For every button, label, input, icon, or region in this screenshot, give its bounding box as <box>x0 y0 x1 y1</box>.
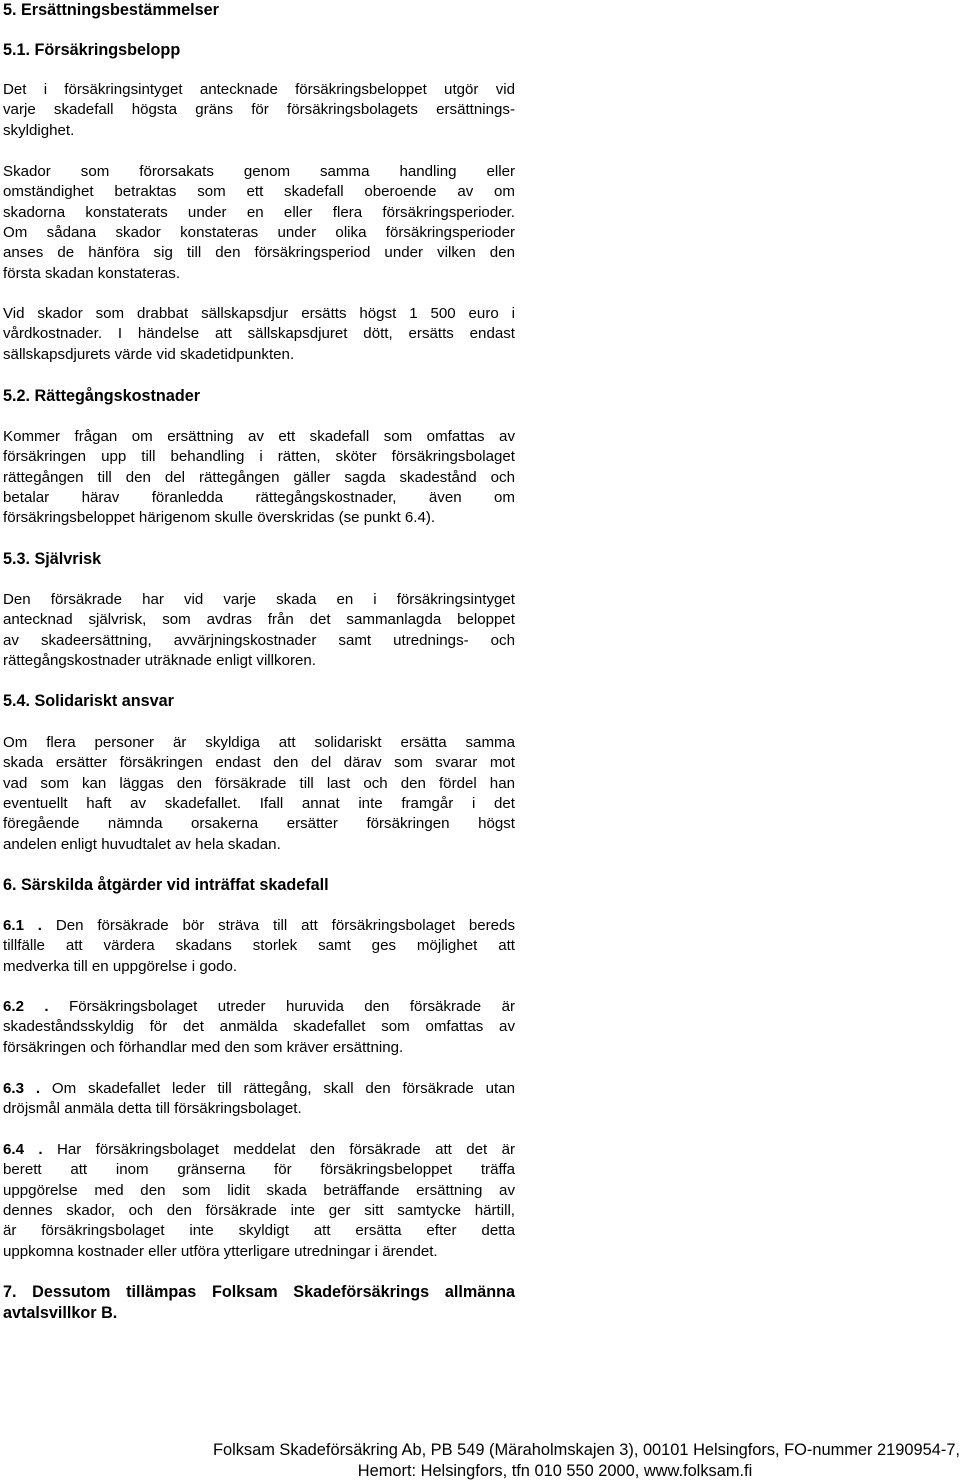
text-line: uppgörelse med den som lidit skada beträffande ersättning av <box>3 1181 515 1199</box>
paragraph-6-2 <box>3 997 515 1058</box>
paragraph-5-3 <box>3 590 515 671</box>
text-line: uppkomna kostnader eller utföra ytterligare utredningar i ärendet. <box>3 1242 438 1260</box>
text-line: föregående nämnda orsakerna ersätter försäkringen högst <box>3 815 515 833</box>
heading-section-5-2: 5.2. Rättegångskostnader <box>3 387 201 405</box>
text-line <box>3 1079 515 1099</box>
text-line: Vid skador som drabbat sällskapsdjur ersätts högst 1 500 euro i <box>3 305 515 322</box>
text-line: anses de hänföra sig till den försäkringsperiod under vilken den <box>3 244 515 262</box>
paragraph-5-2 <box>3 427 515 529</box>
item-text: Den försäkrade bör sträva till att försäkringsbolaget bereds <box>42 917 515 934</box>
text-line: betalar härav föranledda rättegångskostnader, även om <box>3 489 515 507</box>
text-line: rättegången till den del rättegången gäller sagda skadestånd och <box>3 468 515 486</box>
heading-section-7-line-2: avtalsvillkor B. <box>3 1304 118 1322</box>
text-line: varje skadefall högsta gräns för försäkringsbolagets ersättnings- <box>3 101 515 119</box>
heading-section-5-4: 5.4. Solidariskt ansvar <box>3 692 174 710</box>
heading-section-6: 6. Särskilda åtgärder vid inträffat skadefall <box>3 876 329 894</box>
item-text: Har försäkringsbolaget meddelat den försäkrade att det är <box>42 1141 515 1158</box>
text-line: skyldighet. <box>3 121 75 139</box>
text-line: omständighet betraktas som ett skadefall oberoende av om <box>3 183 515 201</box>
text-line: sällskapsdjurets värde vid skadetidpunkten. <box>3 345 295 363</box>
text-line: är försäkringsbolaget inte skyldigt att ersätta efter detta <box>3 1222 515 1240</box>
text-line: andelen enligt huvudtalet av hela skadan. <box>3 835 281 853</box>
text-line <box>3 916 515 936</box>
text-line: Kommer frågan om ersättning av ett skadefall som omfattas av <box>3 428 515 445</box>
text-line: Den försäkrade har vid varje skada en i försäkringsintyget <box>3 591 515 608</box>
text-line: dröjsmål anmäla detta till försäkringsbolaget. <box>3 1100 302 1118</box>
paragraph-6-4 <box>3 1140 515 1262</box>
text-line: Om sådana skador konstateras under olika försäkringsperioder <box>3 224 515 242</box>
heading-section-7-line-1: 7. Dessutom tillämpas Folksam Skadeförsäkrings allmänna <box>3 1283 515 1301</box>
text-line: försäkringen upp till behandling i rätten, sköter försäkringsbolaget <box>3 448 515 466</box>
text-line: dennes skador, och den försäkrade inte ger sitt samtycke härtill, <box>3 1202 515 1220</box>
footer-company-address: Folksam Skadeförsäkring Ab, PB 549 (Märaholmskajen 3), 00101 Helsingfors, FO-nummer 2190954-7, <box>212 1441 960 1459</box>
paragraph-5-1-a <box>3 80 515 141</box>
text-line: skadeståndsskyldig för det anmälda skadefallet som omfattas av <box>3 1018 515 1036</box>
item-number: 6.2 . <box>3 998 49 1015</box>
text-line: av skadeersättning, avvärjningskostnader samt utrednings- och <box>3 631 515 649</box>
text-line <box>3 1140 515 1160</box>
text-line: Det i försäkringsintyget antecknade försäkringsbeloppet utgör vid <box>3 81 515 98</box>
footer-contact: Hemort: Helsingfors, tfn 010 550 2000, www.folksam.fi <box>357 1462 753 1480</box>
item-text: Försäkringsbolaget utreder huruvida den försäkrade är <box>48 998 515 1015</box>
heading-section-5-1: 5.1. Försäkringsbelopp <box>3 41 181 59</box>
paragraph-5-1-c <box>3 304 515 365</box>
text-line: tillfälle att värdera skadans storlek samt ges möjlighet att <box>3 937 515 955</box>
item-number: 6.1 . <box>3 917 42 934</box>
text-line: berett att inom gränserna för försäkringsbeloppet träffa <box>3 1161 515 1179</box>
text-line: rättegångskostnader uträknade enligt villkoren. <box>3 652 316 670</box>
text-line: vad som kan läggas den försäkrade till last och den fördel han <box>3 774 515 792</box>
paragraph-6-1 <box>3 916 515 977</box>
text-line: försäkringsbeloppet härigenom skulle överskridas (se punkt 6.4). <box>3 509 436 527</box>
text-line: eventuellt haft av skadefallet. Ifall annat inte framgår i det <box>3 795 515 813</box>
paragraph-5-1-b <box>3 162 515 284</box>
text-line: skada ersätter försäkringen endast den del därav som svarar mot <box>3 754 515 772</box>
text-line: Om flera personer är skyldiga att solidariskt ersätta samma <box>3 734 515 751</box>
text-line: Skador som förorsakats genom samma handling eller <box>3 163 515 180</box>
text-line: antecknad självrisk, som avdras från det sammanlagda beloppet <box>3 611 515 629</box>
item-text: Om skadefallet leder till rättegång, skall den försäkrade utan <box>40 1080 515 1097</box>
text-line: vårdkostnader. I händelse att sällskapsdjuret dött, ersätts endast <box>3 325 515 343</box>
text-line: försäkringen och förhandlar med den som kräver ersättning. <box>3 1038 404 1056</box>
heading-section-5: 5. Ersättningsbestämmelser <box>3 1 219 19</box>
item-number: 6.4 . <box>3 1141 43 1158</box>
heading-section-5-3: 5.3. Självrisk <box>3 550 102 568</box>
paragraph-5-4 <box>3 733 515 855</box>
item-number: 6.3 . <box>3 1080 41 1097</box>
text-line <box>3 997 515 1017</box>
text-line: första skadan konstateras. <box>3 264 181 282</box>
text-line: medverka till en uppgörelse i godo. <box>3 957 238 975</box>
text-line: skadorna konstaterats under en eller flera försäkringsperioder. <box>3 203 515 221</box>
paragraph-6-3 <box>3 1079 515 1120</box>
